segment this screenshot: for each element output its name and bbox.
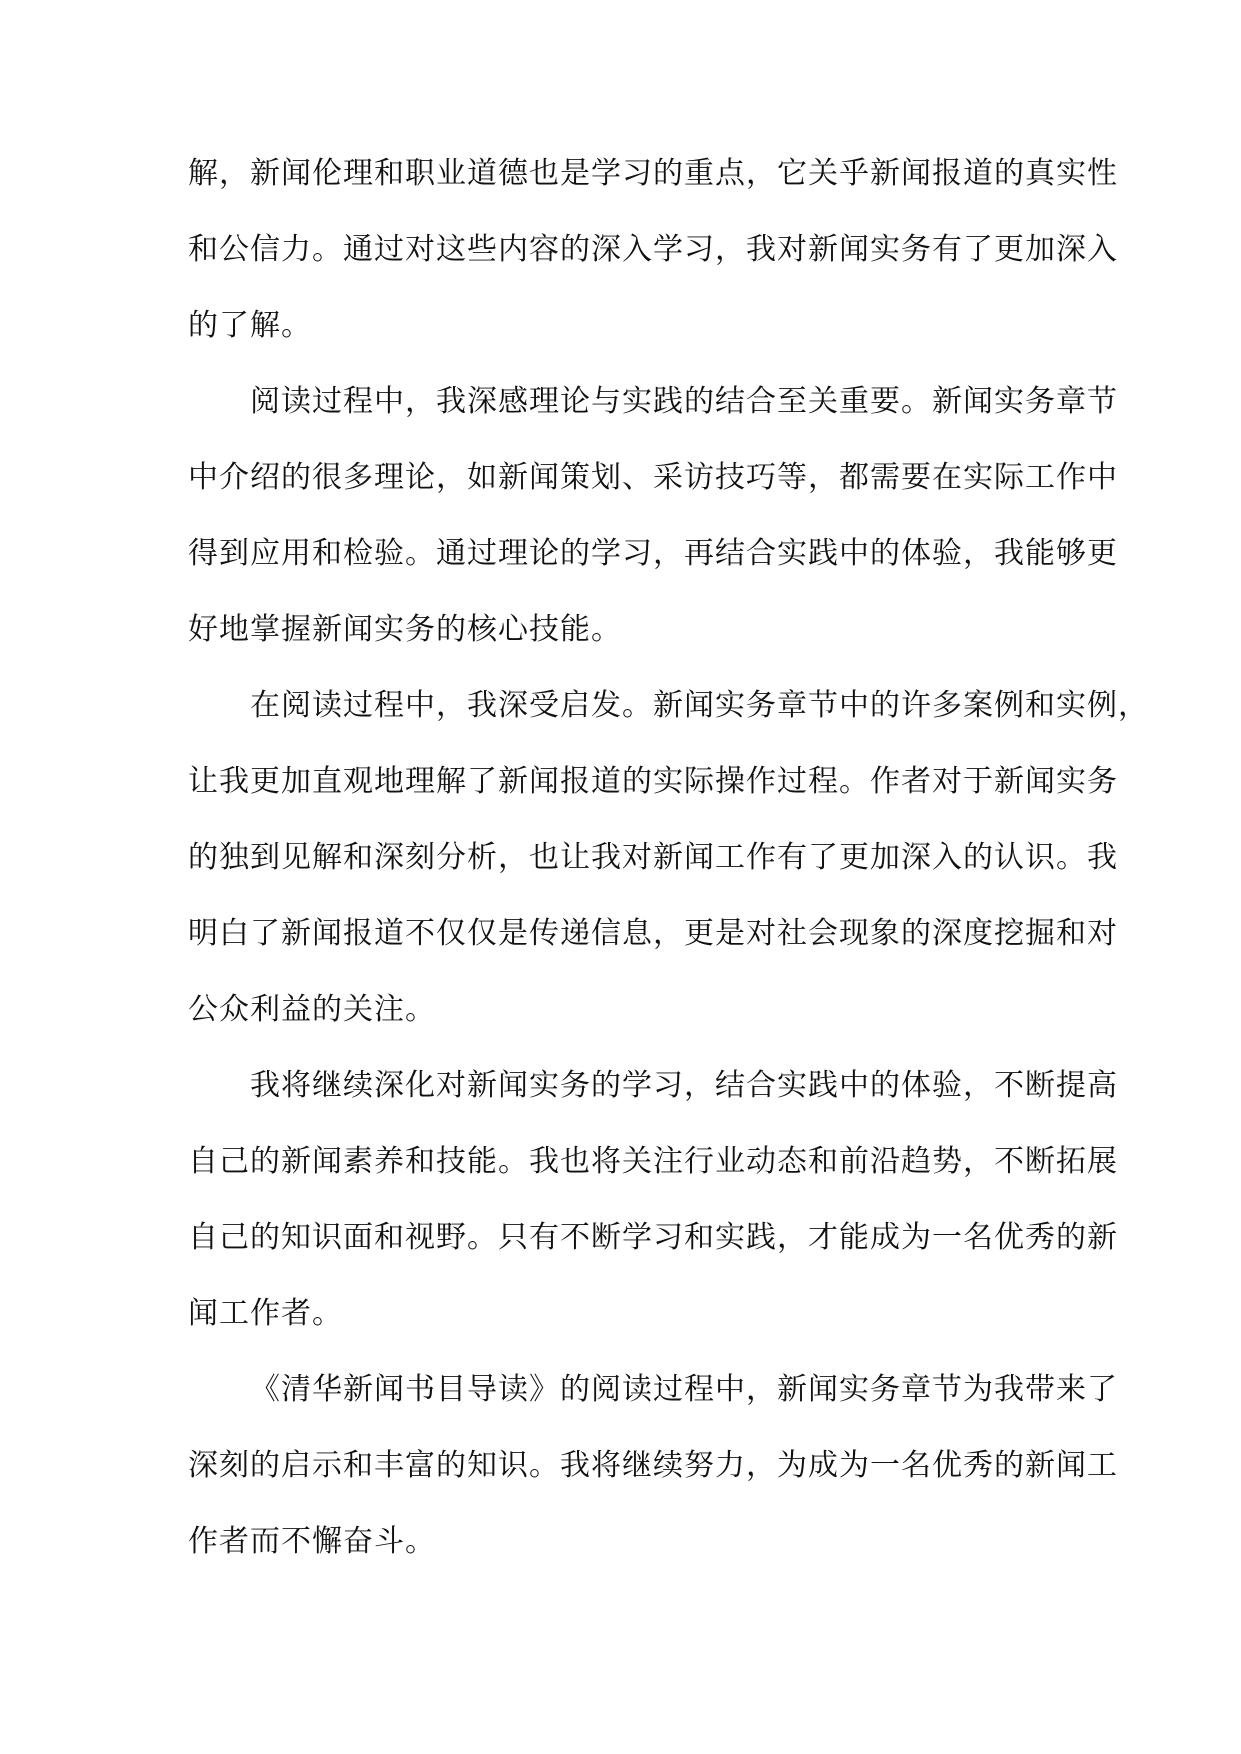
paragraph-3-line-5: 公众利益的关注。	[188, 992, 436, 1027]
paragraph-3-line-4: 明白了新闻报道不仅仅是传递信息，更是对社会现象的深度挖掘和对	[188, 916, 1118, 951]
paragraph-4-line-3: 自己的知识面和视野。只有不断学习和实践，才能成为一名优秀的新	[188, 1220, 1118, 1255]
paragraph-5-line-1: 《清华新闻书目导读》的阅读过程中，新闻实务章节为我带来了	[250, 1372, 1118, 1407]
paragraph-4-line-2: 自己的新闻素养和技能。我也将关注行业动态和前沿趋势，不断拓展	[188, 1144, 1118, 1179]
paragraph-4-line-1: 我将继续深化对新闻实务的学习，结合实践中的体验，不断提高	[250, 1068, 1118, 1103]
paragraph-1-line-3: 的了解。	[188, 308, 312, 343]
paragraph-1-line-2: 和公信力。通过对这些内容的深入学习，我对新闻实务有了更加深入	[188, 232, 1118, 267]
paragraph-2-line-1: 阅读过程中，我深感理论与实践的结合至关重要。新闻实务章节	[250, 384, 1118, 419]
paragraph-1-line-1: 解，新闻伦理和职业道德也是学习的重点，它关乎新闻报道的真实性	[188, 156, 1118, 191]
paragraph-3-line-2: 让我更加直观地理解了新闻报道的实际操作过程。作者对于新闻实务	[188, 764, 1118, 799]
paragraph-4-line-4: 闻工作者。	[188, 1296, 343, 1331]
paragraph-5-line-3: 作者而不懈奋斗。	[188, 1524, 436, 1559]
paragraph-2-line-4: 好地掌握新闻实务的核心技能。	[188, 612, 622, 647]
paragraph-3-line-1: 在阅读过程中，我深受启发。新闻实务章节中的许多案例和实例，	[250, 688, 1149, 723]
body-text	[188, 136, 1149, 1580]
paragraph-5-line-2: 深刻的启示和丰富的知识。我将继续努力，为成为一名优秀的新闻工	[188, 1448, 1118, 1483]
paragraph-2-line-3: 得到应用和检验。通过理论的学习，再结合实践中的体验，我能够更	[188, 536, 1118, 571]
paragraph-2-line-2: 中介绍的很多理论，如新闻策划、采访技巧等，都需要在实际工作中	[188, 460, 1118, 495]
paragraph-3-line-3: 的独到见解和深刻分析，也让我对新闻工作有了更加深入的认识。我	[188, 840, 1118, 875]
